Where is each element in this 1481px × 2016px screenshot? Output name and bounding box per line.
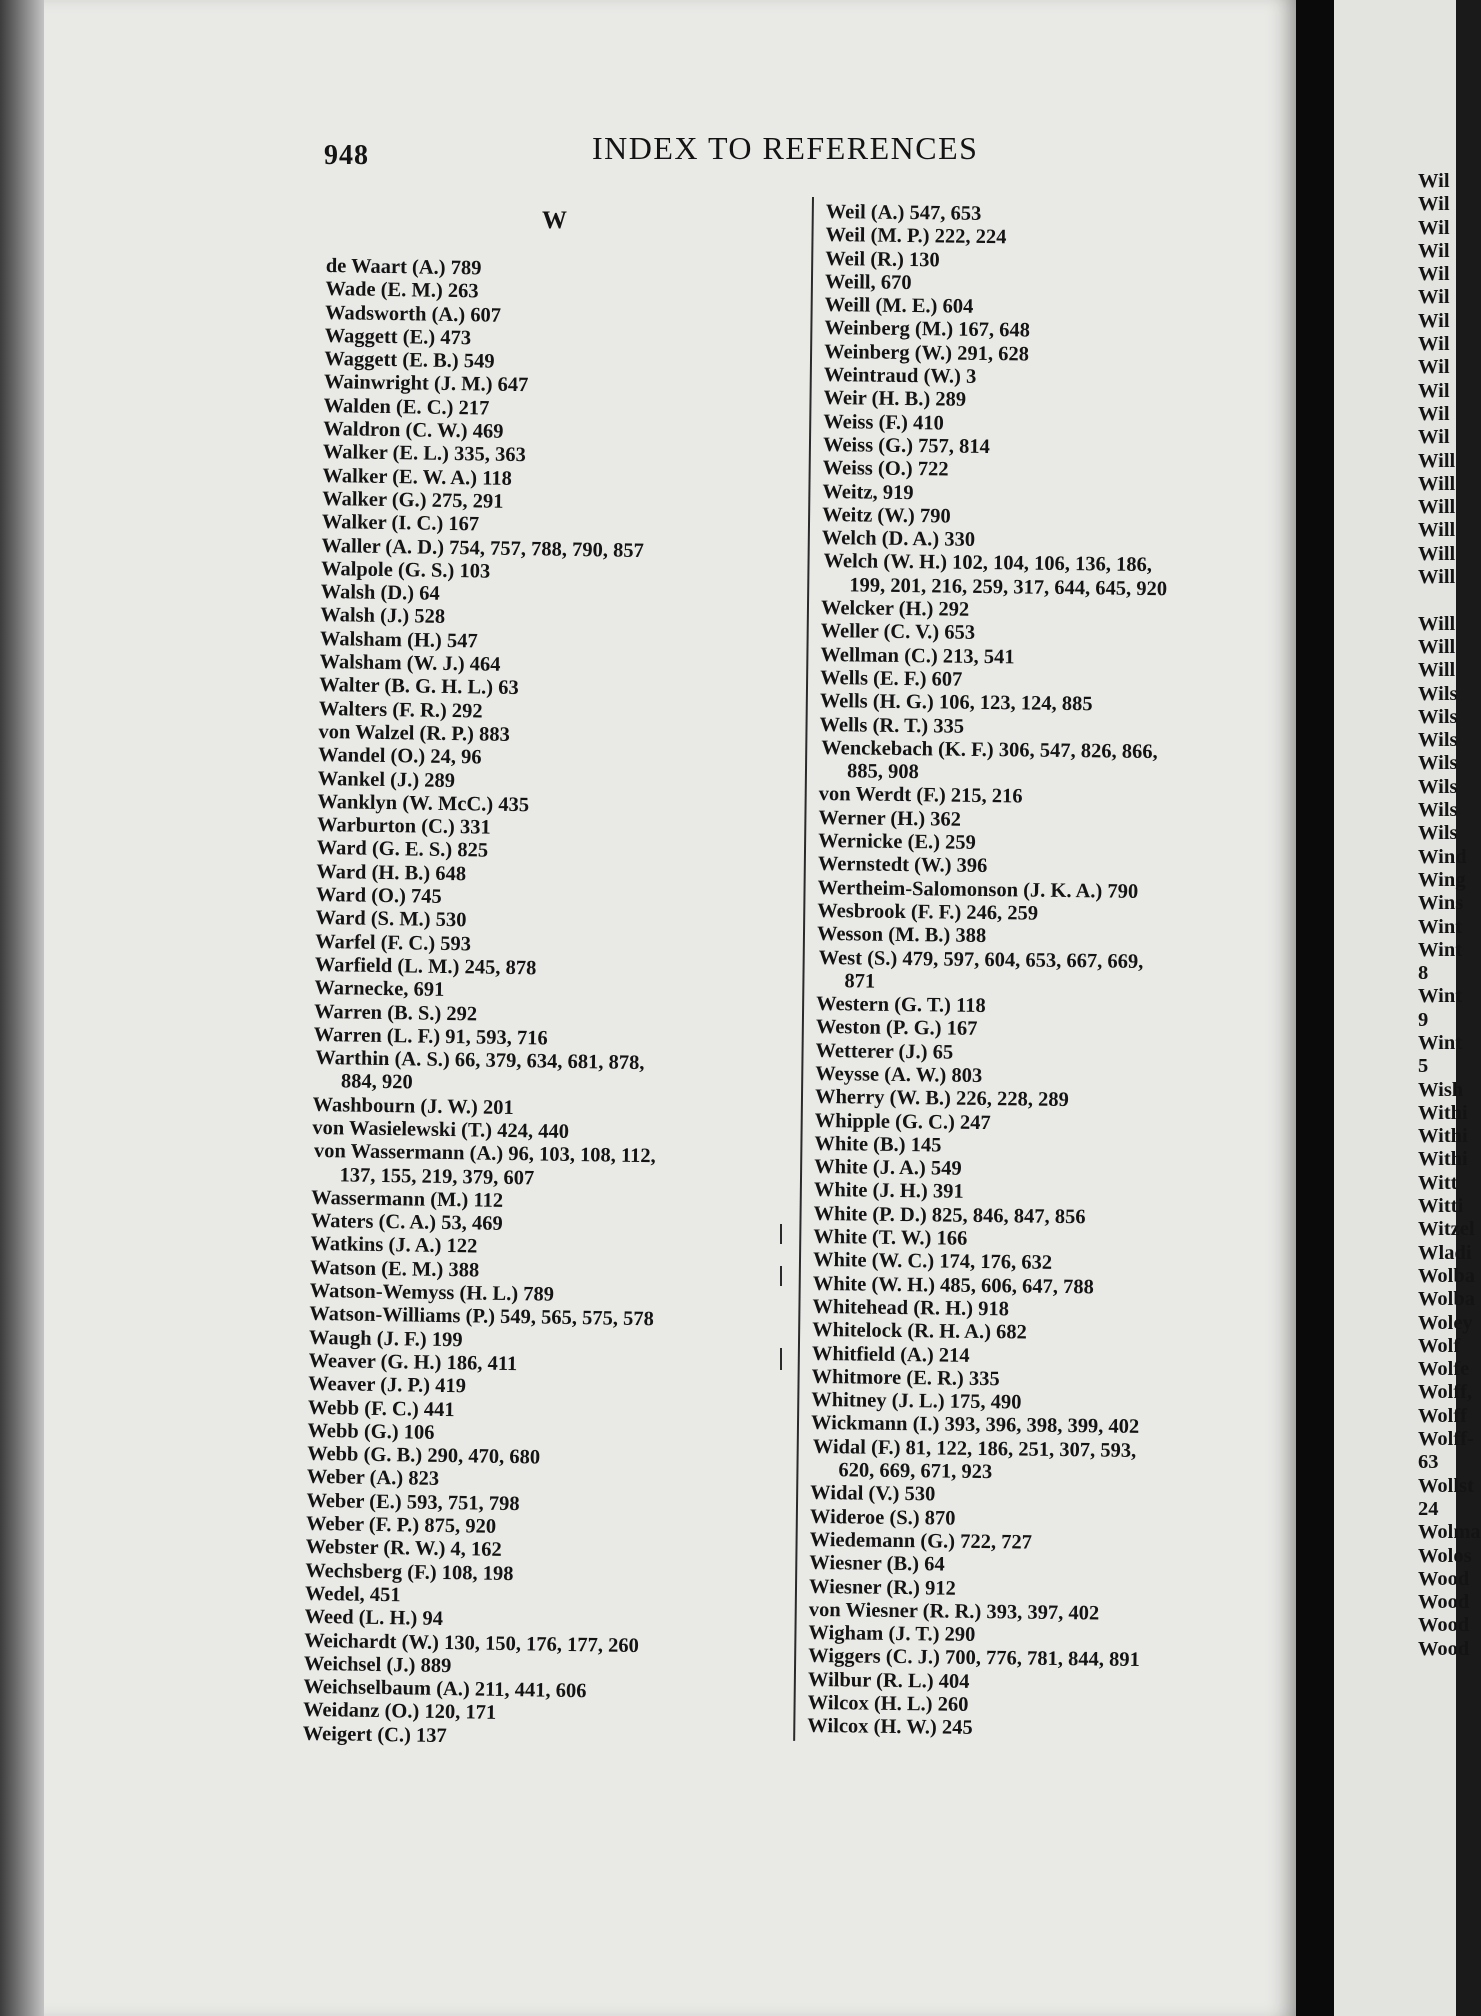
index-entry-text: Walsham (W. J.) 464 [319, 650, 501, 676]
index-entry-text: Wideroe (S.) 870 [809, 1505, 956, 1530]
index-entry-text: Widal (V.) 530 [810, 1482, 936, 1506]
facing-page-fragment: Withi [1418, 1125, 1468, 1148]
facing-page-fragment: Wil [1418, 356, 1450, 379]
index-entry-text: Wiedemann (G.) 722, 727 [809, 1528, 1033, 1554]
index-entry-text: Weiss (G.) 757, 814 [822, 433, 990, 458]
index-entry-text: Wilcox (H. L.) 260 [807, 1691, 969, 1716]
index-entry-text: Ward (G. E. S.) 825 [316, 837, 489, 863]
index-entry [818, 946, 1297, 998]
facing-page-fragment: Wils [1418, 822, 1458, 845]
index-entry-text: Walsham (H.) 547 [319, 627, 478, 653]
facing-page-fragment: Wil [1418, 286, 1450, 309]
facing-page-fragment: Will [1418, 566, 1456, 589]
index-entry-text: Whitney (J. L.) 175, 490 [811, 1389, 1022, 1414]
index-entry-text: Whitfield (A.) 214 [811, 1342, 970, 1367]
index-entry [807, 1715, 1287, 1744]
facing-page-fragment: Wils [1418, 752, 1458, 775]
index-entry-text: Weil (A.) 547, 653 [825, 201, 982, 225]
index-entry-text: Welch (D. A.) 330 [821, 527, 976, 552]
index-column-right [807, 201, 1306, 1744]
index-entry-text: Weintraud (W.) 3 [823, 364, 977, 388]
index-entry-text: Weaver (G. H.) 186, 411 [308, 1349, 518, 1376]
index-entry-text: Whitelock (R. H. A.) 682 [812, 1319, 1027, 1344]
margin-mark [780, 1266, 782, 1286]
index-entry-text: von Werdt (F.) 215, 216 [818, 783, 1023, 808]
facing-page-fragment: Will [1418, 519, 1456, 542]
index-entry-text: Wandel (O.) 24, 96 [317, 744, 482, 769]
facing-page-fragment [1418, 589, 1478, 612]
facing-page-fragment: Wins [1418, 892, 1464, 915]
index-entry-text: Weigert (C.) 137 [302, 1722, 447, 1747]
facing-page-fragment: Will [1418, 472, 1456, 495]
index-entry-text: Warburton (C.) 331 [316, 814, 491, 839]
facing-page-fragment: Wils [1418, 705, 1458, 728]
facing-page-fragment: Withi [1418, 1101, 1468, 1124]
index-entry-continuation: 199, 201, 216, 259, 317, 644, 645, 920 [849, 574, 1168, 600]
index-entry-text: Whitehead (R. H.) 918 [812, 1295, 1010, 1321]
index-entry-text: Wells (E. F.) 607 [820, 666, 963, 691]
index-entry-text: Wellman (C.) 213, 541 [820, 643, 1015, 668]
index-entry-text: White (T. W.) 166 [813, 1225, 968, 1250]
index-entry-text: White (J. H.) 391 [813, 1179, 964, 1204]
index-entry-text: Walpole (G. S.) 103 [320, 557, 491, 583]
index-entry-text: Weiss (O.) 722 [822, 457, 949, 481]
index-entry-text: Weiss (F.) 410 [823, 410, 944, 435]
facing-page-fragment: Woley [1418, 1311, 1473, 1334]
index-entry-text: von Wiesner (R. R.) 393, 397, 402 [808, 1598, 1100, 1625]
index-entry-text: Wadsworth (A.) 607 [324, 301, 502, 327]
index-entry-text: Wiesner (B.) 64 [809, 1552, 945, 1576]
index-entry-text: Webb (F. C.) 441 [307, 1396, 455, 1421]
index-entry-text: Wilcox (H. W.) 245 [807, 1715, 973, 1740]
facing-page-fragment: Wolff [1418, 1404, 1467, 1427]
index-entry-text: White (J. A.) 549 [814, 1156, 962, 1180]
facing-page-fragment: Wolba [1418, 1288, 1475, 1311]
index-entry-text: Weill (M. E.) 604 [824, 294, 974, 318]
facing-page-fragment: Wil [1418, 426, 1450, 449]
index-entry-text: Waugh (J. F.) 199 [308, 1326, 463, 1351]
facing-page-fragment: Wladi [1418, 1241, 1472, 1264]
facing-page-fragment: Wils [1418, 799, 1458, 822]
index-entry-text: Wesson (M. B.) 388 [816, 923, 987, 948]
facing-page-fragment: Wint [1418, 985, 1463, 1008]
section-letter: W [542, 207, 567, 234]
facing-page-fragment: Wils [1418, 682, 1458, 705]
index-entry-text: Whipple (G. C.) 247 [814, 1109, 991, 1134]
index-entry-text: Walden (E. C.) 217 [323, 394, 490, 420]
facing-page-fragment: Wil [1418, 402, 1450, 425]
index-entry [315, 1047, 814, 1101]
facing-page-fragment: 5 [1418, 1055, 1429, 1078]
index-entry-text: Weller (C. V.) 653 [820, 620, 976, 645]
facing-page-fragment: Wil [1418, 309, 1450, 332]
facing-page-fragment: Wood [1418, 1637, 1470, 1660]
index-entry-text: Wigham (J. T.) 290 [808, 1622, 976, 1647]
index-entry-text: Weitz, 919 [822, 480, 914, 504]
index-entry-text: Walsh (D.) 64 [320, 581, 440, 605]
index-entry-continuation: 137, 155, 219, 379, 607 [339, 1163, 535, 1189]
index-entry-text: Welcker (H.) 292 [820, 597, 970, 621]
index-entry-text: Watson-Wemyss (H. L.) 789 [309, 1279, 555, 1306]
index-entry-text: Warren (B. S.) 292 [313, 1000, 478, 1025]
facing-page-fragment: Wil [1418, 379, 1450, 402]
index-entry-text: Wechsberg (F.) 108, 198 [305, 1559, 514, 1585]
index-entry-text: de Waart (A.) 789 [325, 255, 482, 280]
index-entry-text: Wanklyn (W. McC.) 435 [317, 790, 530, 817]
index-entry-text: Wernstedt (W.) 396 [817, 853, 988, 878]
index-entry-text: Weichselbaum (A.) 211, 441, 606 [303, 1675, 587, 1703]
index-column-left [303, 255, 826, 1754]
index-entry-continuation: 871 [844, 970, 876, 993]
index-page [44, 0, 1296, 2016]
index-entry-text: Wankel (J.) 289 [317, 767, 456, 792]
facing-page-fragment: Wing [1418, 868, 1466, 891]
facing-page-fragment: Wint [1418, 938, 1463, 961]
index-entry-text: von Walzel (R. P.) 883 [318, 720, 511, 746]
facing-page-fragment: Wood [1418, 1567, 1470, 1590]
index-entry-text: Ward (H. B.) 648 [316, 860, 467, 885]
facing-page-fragment: Will [1418, 496, 1456, 519]
index-entry-text: Werner (H.) 362 [818, 806, 962, 831]
index-entry-text: White (P. D.) 825, 846, 847, 856 [813, 1202, 1086, 1229]
facing-page-fragment: Witzel [1418, 1218, 1475, 1241]
index-entry [823, 550, 1302, 602]
index-entry-text: Walter (B. G. H. L.) 63 [319, 674, 519, 700]
index-entry-text: Weber (A.) 823 [306, 1466, 440, 1491]
index-entry-text: Weitz (W.) 790 [822, 503, 951, 528]
index-entry-text: Weichsel (J.) 889 [303, 1652, 452, 1677]
index-entry-text: Widal (F.) 81, 122, 186, 251, 307, 593, [812, 1435, 1137, 1462]
facing-page-fragment: Wood [1418, 1614, 1470, 1637]
facing-page-fragment: Wil [1418, 263, 1450, 286]
index-entry-text: White (W. C.) 174, 176, 632 [812, 1249, 1053, 1275]
index-entry-text: Waldron (C. W.) 469 [323, 418, 504, 443]
index-entry-text: Weaver (J. P.) 419 [308, 1373, 467, 1398]
facing-page-fragment: Will [1418, 542, 1456, 565]
index-entry-text: Weir (H. B.) 289 [823, 387, 967, 412]
index-entry-text: Walker (G.) 275, 291 [321, 487, 504, 513]
index-entry-text: Wilbur (R. L.) 404 [807, 1668, 970, 1693]
index-entry-text: Watson (E. M.) 388 [309, 1256, 480, 1282]
facing-page-fragment: Wils [1418, 729, 1458, 752]
index-entry-continuation: 884, 920 [340, 1070, 413, 1094]
index-entry-text: Webster (R. W.) 4, 162 [305, 1536, 502, 1562]
index-entry-text: Waller (A. D.) 754, 757, 788, 790, 857 [321, 534, 645, 562]
index-entry-text: Wassermann (M.) 112 [311, 1186, 504, 1212]
index-entry [313, 1140, 812, 1194]
index-entry-text: Weber (E.) 593, 751, 798 [306, 1489, 520, 1515]
facing-page-fragment: Will [1418, 449, 1456, 472]
index-entry-text: von Wassermann (A.) 96, 103, 108, 112, [313, 1140, 656, 1168]
facing-page-fragment: 63 [1418, 1451, 1439, 1474]
facing-page-fragment: Withi [1418, 1148, 1468, 1171]
running-title: INDEX TO REFERENCES [592, 130, 979, 166]
index-entry-text: Warthin (A. S.) 66, 379, 634, 681, 878, [315, 1047, 645, 1075]
facing-page-column [1418, 170, 1481, 1661]
facing-page-fragment: Wolba [1418, 1264, 1475, 1287]
index-entry-text: Whitmore (E. R.) 335 [811, 1365, 1000, 1391]
index-entry-text: Walker (E. W. A.) 118 [322, 464, 512, 490]
page-number: 948 [324, 140, 369, 171]
facing-page-fragment: Wint [1418, 1031, 1463, 1054]
facing-page-fragment: Wil [1418, 193, 1450, 216]
index-entry-text: Walker (E. L.) 335, 363 [322, 441, 526, 467]
index-entry-text: Wells (H. G.) 106, 123, 124, 885 [819, 690, 1093, 716]
index-entry-text: Waggett (E.) 473 [324, 324, 472, 350]
index-entry-text: Waggett (E. B.) 549 [324, 348, 495, 373]
index-entry-text: Western (G. T.) 118 [816, 993, 986, 1018]
facing-page-fragment: Will [1418, 659, 1456, 682]
index-entry-text: Weston (P. G.) 167 [815, 1016, 978, 1041]
index-entry-text: Wenckebach (K. F.) 306, 547, 826, 866, [821, 736, 1158, 763]
facing-page-fragment: 9 [1418, 1008, 1429, 1031]
facing-page-fragment: Wolff, [1418, 1381, 1473, 1404]
index-entry-text: Wells (R. T.) 335 [819, 713, 965, 738]
index-entry-text: Wade (E. M.) 263 [325, 278, 479, 303]
index-entry-continuation: 885, 908 [846, 760, 919, 784]
index-entry-text: Walsh (J.) 528 [320, 604, 446, 629]
index-entry-text: Wertheim-Salomonson (J. K. A.) 790 [817, 876, 1139, 903]
book-spine-edge [0, 0, 44, 2016]
facing-page-fragment: Wolos [1418, 1544, 1472, 1567]
index-entry-text: Weinberg (M.) 167, 648 [824, 317, 1031, 342]
index-entry-text: Weidanz (O.) 120, 171 [302, 1699, 497, 1725]
facing-page-fragment: 8 [1418, 962, 1429, 985]
index-entry-text: Wiesner (R.) 912 [808, 1575, 956, 1600]
facing-page-fragment: Wil [1418, 216, 1450, 239]
index-entry-text: Ward (S. M.) 530 [315, 907, 467, 932]
index-entry-text: White (B.) 145 [814, 1132, 942, 1157]
facing-page-fragment: Will [1418, 635, 1456, 658]
index-entry-text: Warfel (F. C.) 593 [315, 930, 472, 955]
index-entry-text: Wernicke (E.) 259 [818, 829, 977, 854]
index-entry-text: Wetterer (J.) 65 [815, 1039, 954, 1064]
index-entry-text: Weil (M. P.) 222, 224 [825, 224, 1007, 249]
index-entry-text: Warfield (L. M.) 245, 878 [314, 953, 537, 980]
margin-mark [780, 1224, 782, 1244]
facing-page-fragment: Wolma [1418, 1521, 1481, 1544]
index-entry-text: Warnecke, 691 [314, 977, 445, 1002]
index-entry-text: Walker (I. C.) 167 [321, 511, 480, 536]
facing-page-fragment: Wish [1418, 1078, 1464, 1101]
index-entry-text: White (W. H.) 485, 606, 647, 788 [812, 1272, 1095, 1299]
index-entry-text: Walters (F. R.) 292 [318, 697, 483, 723]
facing-page-fragment: Wint [1418, 915, 1463, 938]
facing-page-fragment: Wil [1418, 239, 1450, 262]
index-entry-text: Weysse (A. W.) 803 [815, 1062, 983, 1087]
index-entry-text: Weill, 670 [824, 270, 912, 294]
index-entry-text: Wherry (W. B.) 226, 228, 289 [814, 1086, 1069, 1112]
index-entry-text: Washbourn (J. W.) 201 [312, 1093, 514, 1119]
facing-page-fragment: Wil [1418, 333, 1450, 356]
index-entry-text: Weber (F. P.) 875, 920 [305, 1512, 497, 1538]
index-entry-text: Wiggers (C. J.) 700, 776, 781, 844, 891 [808, 1645, 1140, 1672]
facing-page-fragment: 24 [1418, 1497, 1439, 1520]
index-entry-text: Weinberg (W.) 291, 628 [824, 340, 1030, 366]
index-entry-text: Webb (G.) 106 [307, 1419, 435, 1444]
index-entry [821, 737, 1300, 789]
facing-page-fragment: Will [1418, 612, 1456, 635]
index-entry-text: Wainwright (J. M.) 647 [323, 371, 529, 397]
index-entry-text: Watson-Williams (P.) 549, 565, 575, 578 [309, 1303, 655, 1331]
index-entry-text: von Wasielewski (T.) 424, 440 [312, 1116, 570, 1143]
facing-page-fragment: Wils [1418, 775, 1458, 798]
index-entry-text: Welch (W. H.) 102, 104, 106, 136, 186, [823, 550, 1153, 577]
facing-page-fragment: Wolfe [1418, 1358, 1470, 1381]
facing-page-fragment: Wind [1418, 845, 1467, 868]
index-entry-text: Ward (O.) 745 [315, 883, 442, 908]
facing-page-fragment: Witt [1418, 1171, 1458, 1194]
index-entry-text: Watkins (J. A.) 122 [310, 1233, 478, 1258]
index-entry-text: Wedel, 451 [304, 1582, 401, 1607]
index-entry-text: Weichardt (W.) 130, 150, 176, 177, 260 [304, 1629, 640, 1657]
facing-page-fragment: Wolf [1418, 1334, 1461, 1357]
index-entry-text: Weed (L. H.) 94 [304, 1606, 444, 1631]
index-entry-continuation: 620, 669, 671, 923 [838, 1459, 993, 1484]
index-entry-text: Wesbrook (F. F.) 246, 259 [817, 899, 1039, 925]
facing-page-fragment: Wood [1418, 1591, 1470, 1614]
facing-page-fragment: Wollst [1418, 1474, 1474, 1497]
index-entry [812, 1436, 1291, 1488]
facing-page-fragment: Wolff- [1418, 1428, 1474, 1451]
margin-mark [780, 1348, 782, 1370]
index-entry-text: Wickmann (I.) 393, 396, 398, 399, 402 [810, 1412, 1140, 1439]
index-entry-text: Warren (L. F.) 91, 593, 716 [313, 1023, 548, 1050]
index-entry-text: Weil (R.) 130 [825, 247, 940, 271]
facing-page-fragment: Witti [1418, 1195, 1464, 1218]
book-gutter [1296, 0, 1334, 2016]
index-entry-text: Waters (C. A.) 53, 469 [310, 1210, 503, 1236]
facing-page-fragment: Wil [1418, 170, 1450, 192]
index-entry-text: Webb (G. B.) 290, 470, 680 [306, 1442, 541, 1469]
index-entry-text: West (S.) 479, 597, 604, 653, 667, 669, [818, 946, 1144, 973]
